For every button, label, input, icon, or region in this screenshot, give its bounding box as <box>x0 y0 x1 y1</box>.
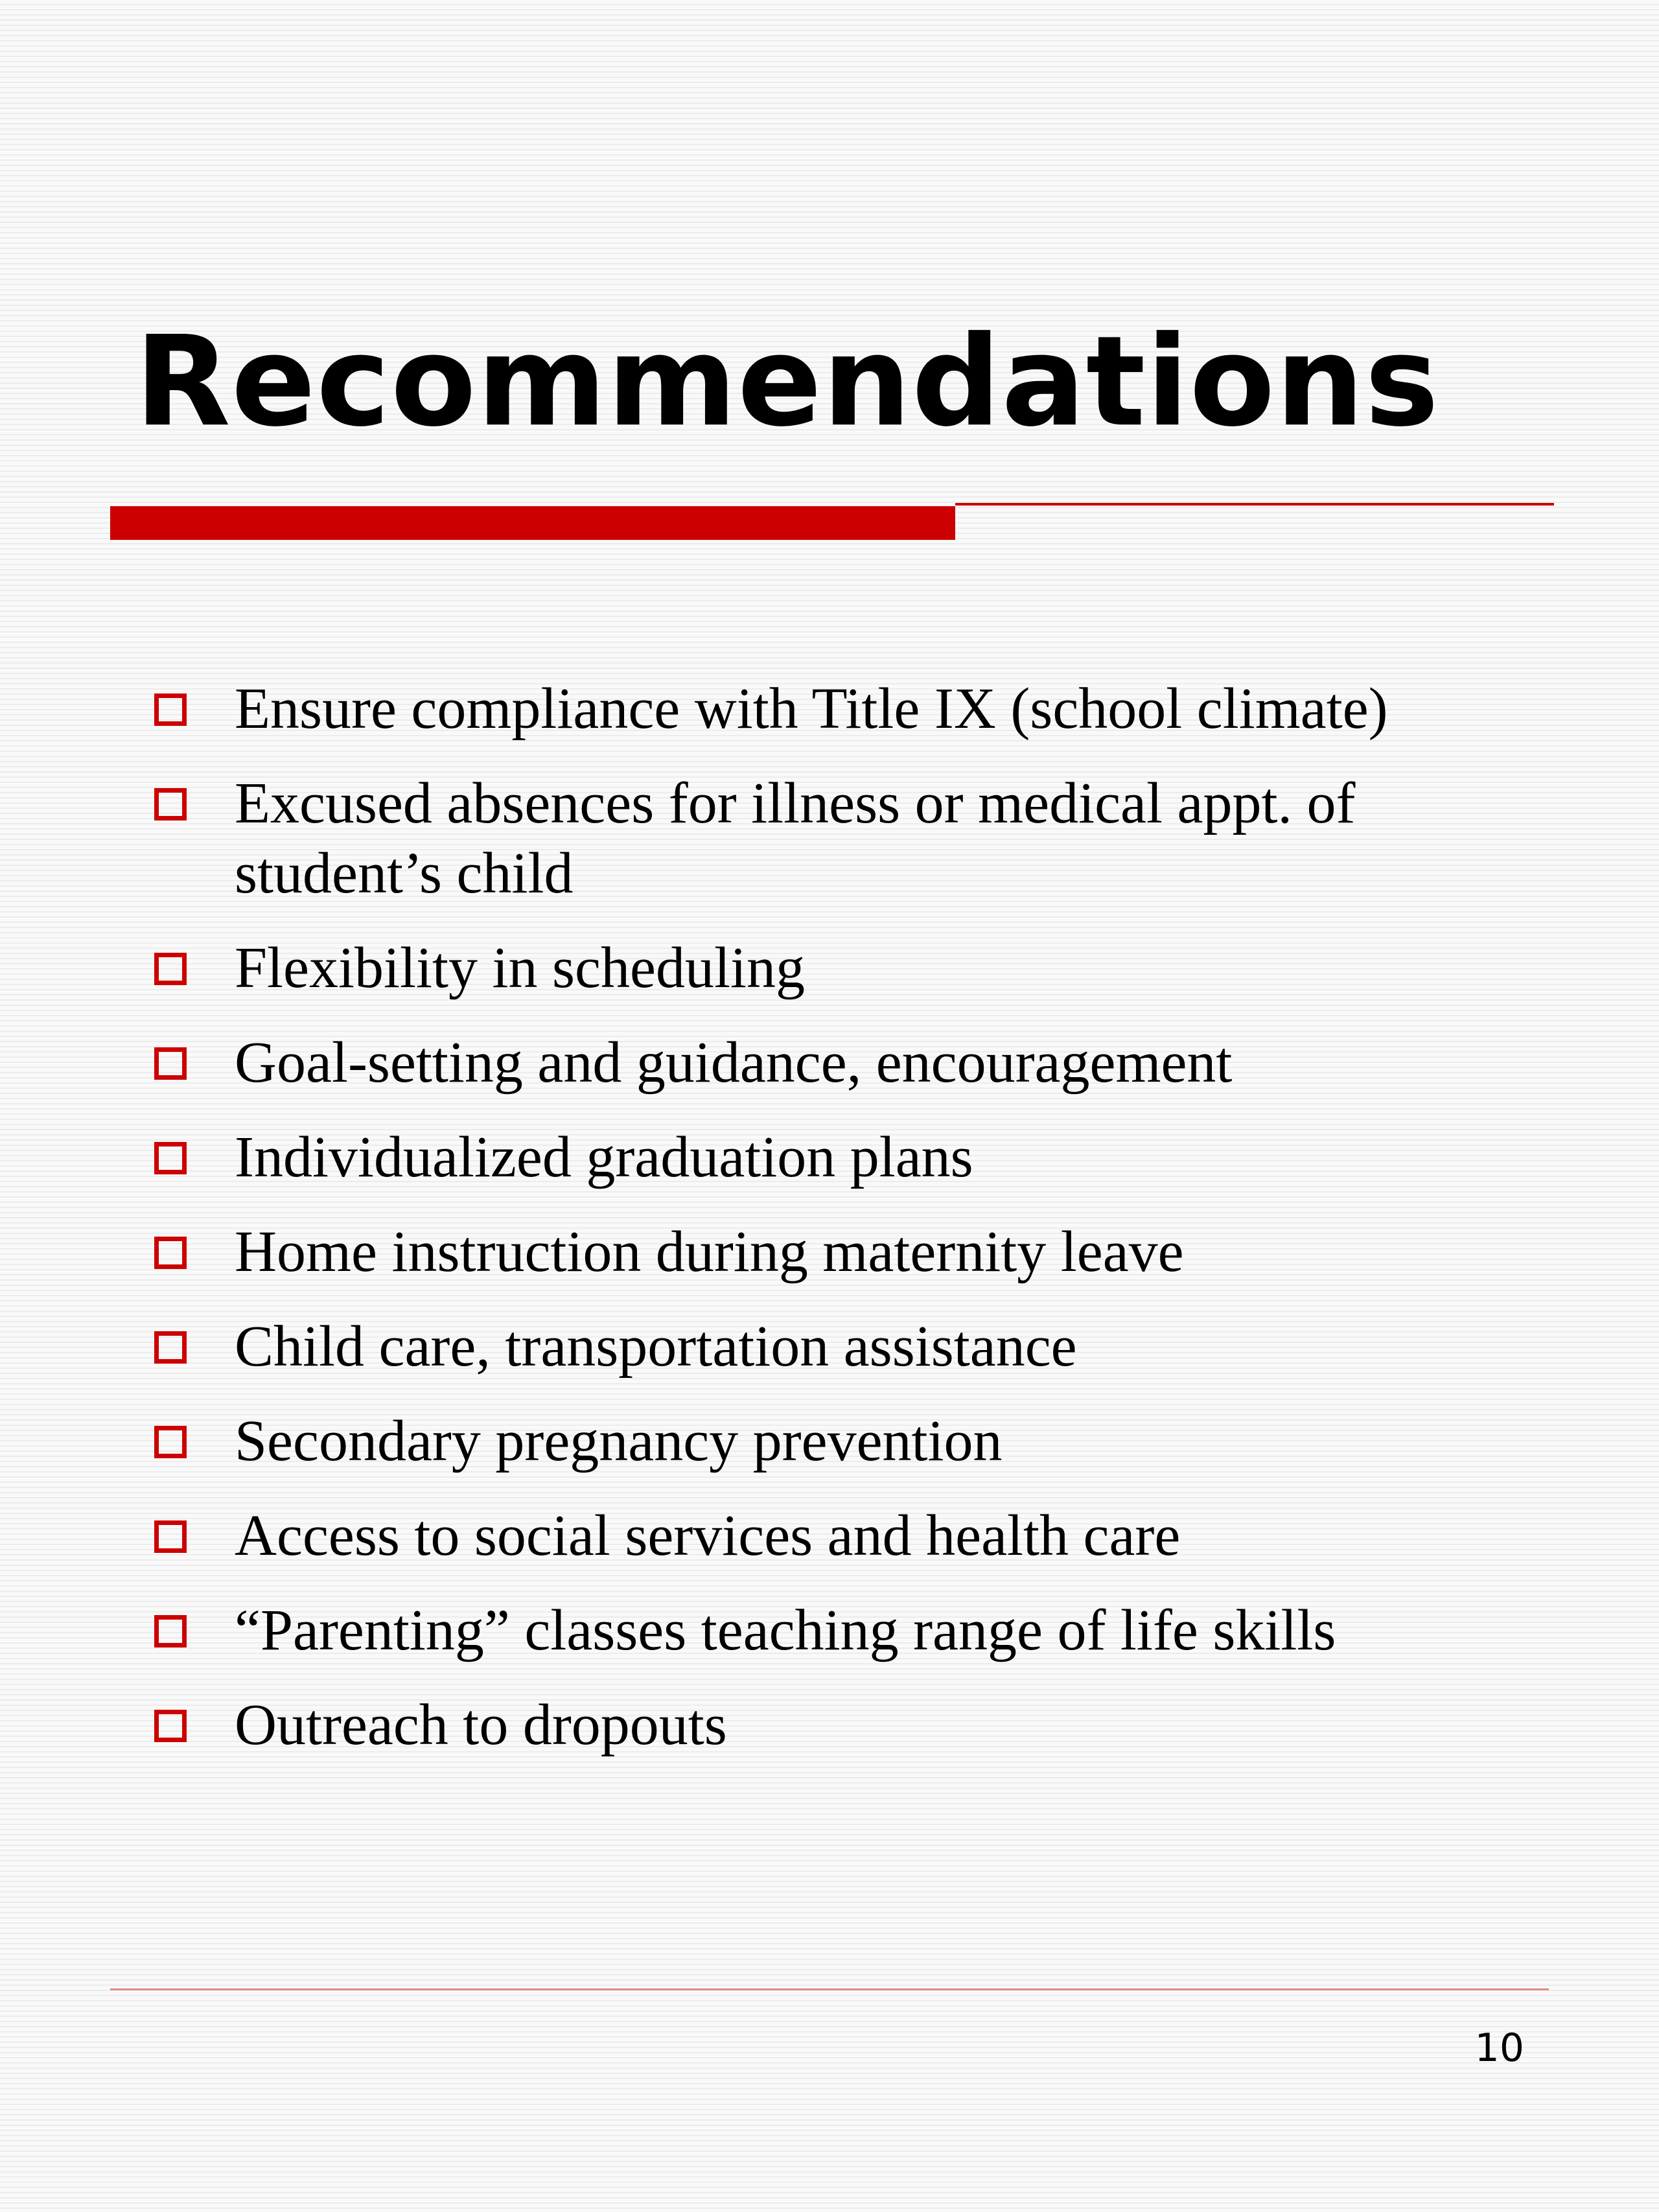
hollow-square-icon <box>154 1520 187 1553</box>
list-item <box>154 1596 1541 1666</box>
list-item <box>154 1501 1541 1571</box>
bullet-text: “Parenting” classes teaching range of life skills <box>235 1598 1336 1662</box>
bullet-text: Individualized graduation plans <box>235 1125 973 1189</box>
hollow-square-icon <box>154 953 187 985</box>
bullet-text: Secondary pregnancy prevention <box>235 1409 1003 1473</box>
page-number: 10 <box>1474 2025 1524 2071</box>
bullet-text: Outreach to dropouts <box>235 1693 727 1757</box>
list-item <box>154 674 1541 744</box>
hollow-square-icon <box>154 1710 187 1742</box>
hollow-square-icon <box>154 1331 187 1364</box>
hollow-square-icon <box>154 1615 187 1647</box>
list-item <box>154 1123 1541 1193</box>
list-item <box>154 933 1541 1003</box>
list-item <box>154 1028 1541 1098</box>
bullet-text: Ensure compliance with Title IX (school climate) <box>235 677 1388 741</box>
footer-divider <box>110 1988 1549 1990</box>
hollow-square-icon <box>154 788 187 821</box>
hollow-square-icon <box>154 1426 187 1458</box>
list-item <box>154 1217 1541 1287</box>
title-underline-thick <box>110 506 955 540</box>
hollow-square-icon <box>154 1047 187 1080</box>
bullet-text: Excused absences for illness or medical appt. of student’s child <box>235 771 1356 905</box>
bullet-list <box>154 674 1541 1785</box>
bullet-text: Access to social services and health care <box>235 1504 1181 1568</box>
list-item <box>154 769 1541 909</box>
list-item <box>154 1690 1541 1760</box>
hollow-square-icon <box>154 1142 187 1174</box>
bullet-text: Home instruction during maternity leave <box>235 1220 1184 1284</box>
bullet-text: Child care, transportation assistance <box>235 1314 1077 1379</box>
list-item <box>154 1312 1541 1382</box>
hollow-square-icon <box>154 693 187 726</box>
bullet-text: Flexibility in scheduling <box>235 936 805 1000</box>
bullet-text: Goal-setting and guidance, encouragement <box>235 1030 1233 1095</box>
title-underline-thin <box>955 503 1554 506</box>
list-item <box>154 1406 1541 1476</box>
slide-title: Recommendations <box>135 310 1440 454</box>
hollow-square-icon <box>154 1237 187 1269</box>
